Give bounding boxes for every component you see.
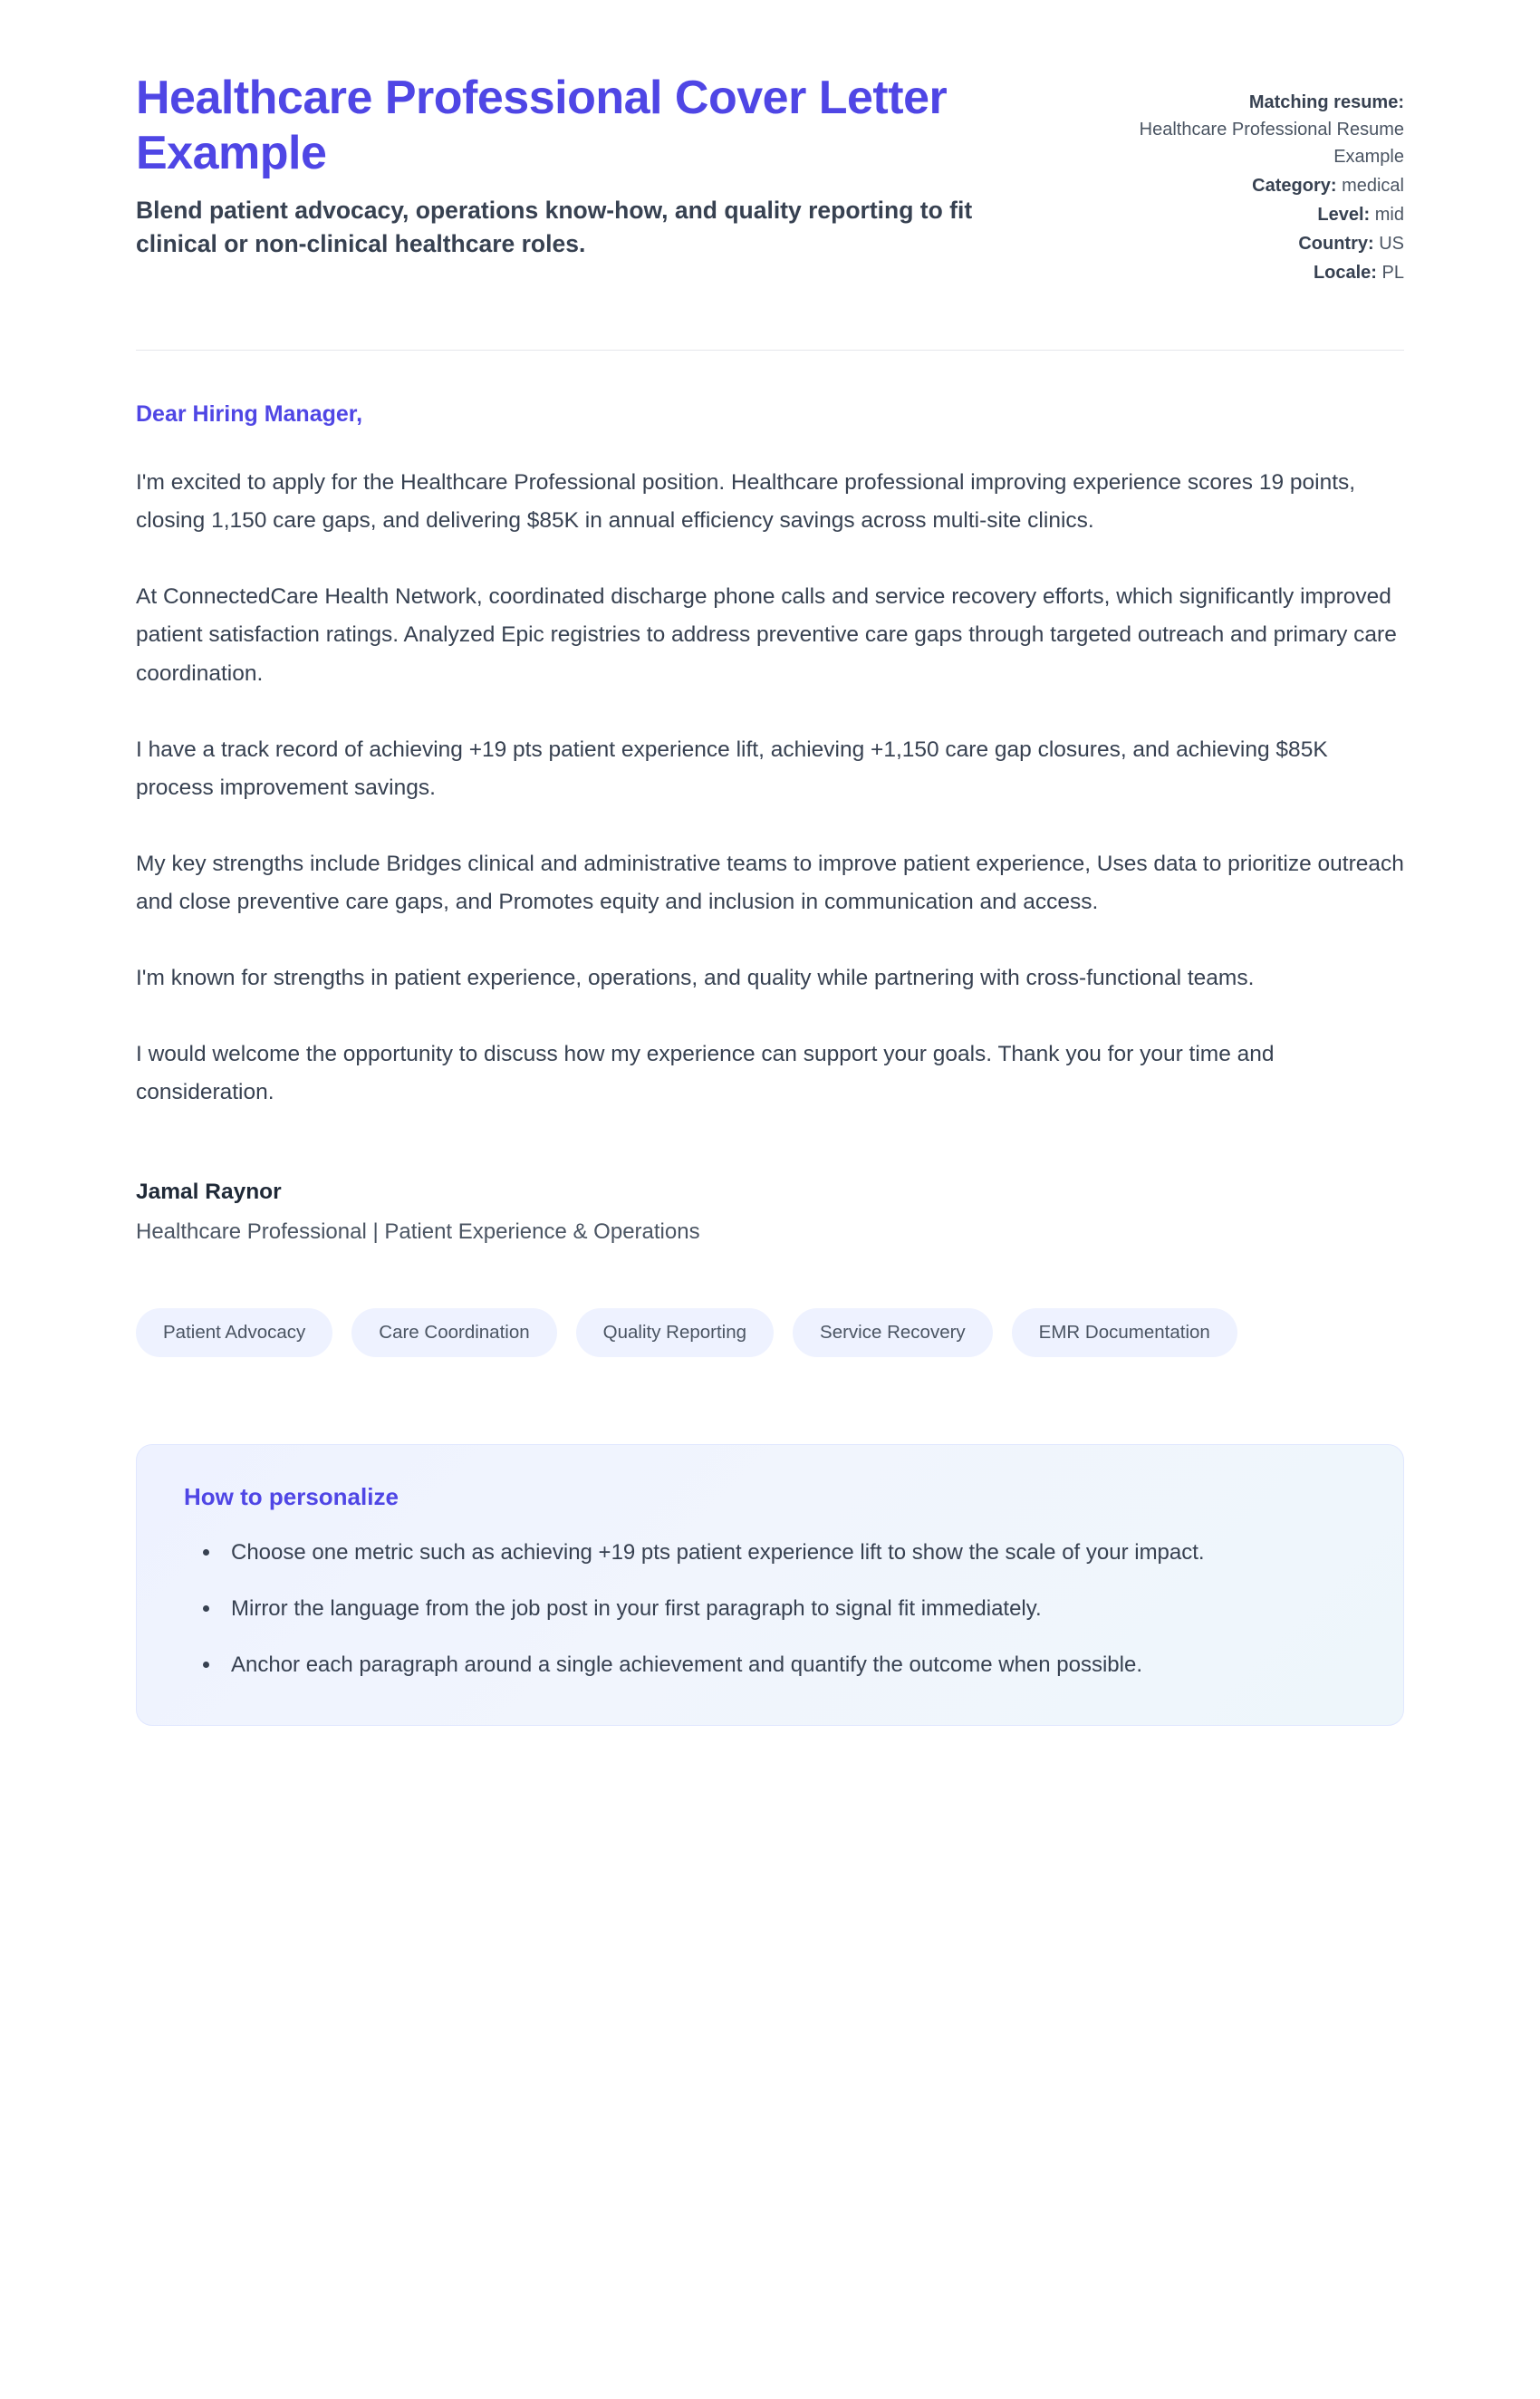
letter-body <box>136 351 1404 1245</box>
meta-country <box>1132 230 1404 257</box>
meta-category-value: medical <box>1342 176 1404 196</box>
page-header <box>136 71 1404 288</box>
signature-role: Healthcare Professional | Patient Experience & Operations <box>136 1219 700 1244</box>
signature-block <box>136 1180 1404 1245</box>
skill-tag[interactable]: Quality Reporting <box>576 1308 774 1357</box>
skill-tag[interactable]: Service Recovery <box>793 1308 993 1357</box>
skill-tag[interactable]: Care Coordination <box>351 1308 556 1357</box>
meta-matching-resume <box>1132 89 1404 170</box>
meta-category <box>1132 172 1404 199</box>
meta-level-label: Level: <box>1317 205 1371 225</box>
list-item: • Anchor each paragraph around a single achievement and quantify the outcome when possible. <box>222 1647 1356 1683</box>
meta-country-label: Country: <box>1298 234 1374 254</box>
meta-matching-resume-value[interactable]: Healthcare Professional Resume Example <box>1139 120 1404 167</box>
signature-name: Jamal Raynor <box>136 1179 282 1204</box>
meta-level-value: mid <box>1374 205 1404 225</box>
list-item: • Mirror the language from the job post in your first paragraph to signal fit immediately. <box>222 1591 1356 1627</box>
list-item: • Choose one metric such as achieving +19 pts patient experience lift to show the scale of your impact. <box>222 1535 1356 1571</box>
page-title: Healthcare Professional Cover Letter Example <box>136 72 948 179</box>
meta-category-label: Category: <box>1252 176 1337 196</box>
meta-country-value: US <box>1379 234 1404 254</box>
letter-paragraph-6: I would welcome the opportunity to discuss how my experience can support your goals. Thank you for your time and consideration. <box>136 1042 1275 1105</box>
letter-salutation: Dear Hiring Manager, <box>136 401 363 427</box>
skill-tag[interactable]: Patient Advocacy <box>136 1308 332 1357</box>
personalize-tip-card <box>136 1444 1404 1727</box>
letter-paragraph-3: I have a track record of achieving +19 pts patient experience lift, achieving +1,150 care gap closures, and achieving $85K process improvement savings. <box>136 737 1328 800</box>
letter-paragraph-5: I'm known for strengths in patient experience, operations, and quality while partnering with cross-functional teams. <box>136 966 1255 991</box>
meta-locale-label: Locale: <box>1313 263 1377 283</box>
meta-locale <box>1132 259 1404 286</box>
document-meta <box>1132 71 1404 288</box>
skill-tag-list <box>136 1308 1404 1357</box>
letter-paragraph-4: My key strengths include Bridges clinical and administrative teams to improve patient experience, Uses data to prioritize outreach and close preventive care gaps, and Promotes equity and inclusion in communication and access. <box>136 851 1404 914</box>
letter-paragraph-1: I'm excited to apply for the Healthcare Professional position. Healthcare professional improving experience scores 19 points, closing 1,150 care gaps, and delivering $85K in annual efficiency savings across multi-site clinics. <box>136 470 1356 534</box>
meta-level <box>1132 201 1404 228</box>
tip-card-list <box>184 1535 1356 1684</box>
meta-matching-resume-label: Matching resume: <box>1248 92 1404 112</box>
meta-locale-value: PL <box>1381 263 1404 283</box>
skill-tag[interactable]: EMR Documentation <box>1012 1308 1237 1357</box>
letter-paragraph-2: At ConnectedCare Health Network, coordinated discharge phone calls and service recovery efforts, which significantly improved patient satisfaction ratings. Analyzed Epic registries to address preventive care gaps through targeted outreach and primary care coordination. <box>136 584 1397 686</box>
tip-card-title: How to personalize <box>184 1482 399 1510</box>
page-subtitle: Blend patient advocacy, operations know-how, and quality reporting to fit clinical or non-clinical healthcare roles. <box>136 196 973 258</box>
header-text-block <box>136 71 1060 262</box>
